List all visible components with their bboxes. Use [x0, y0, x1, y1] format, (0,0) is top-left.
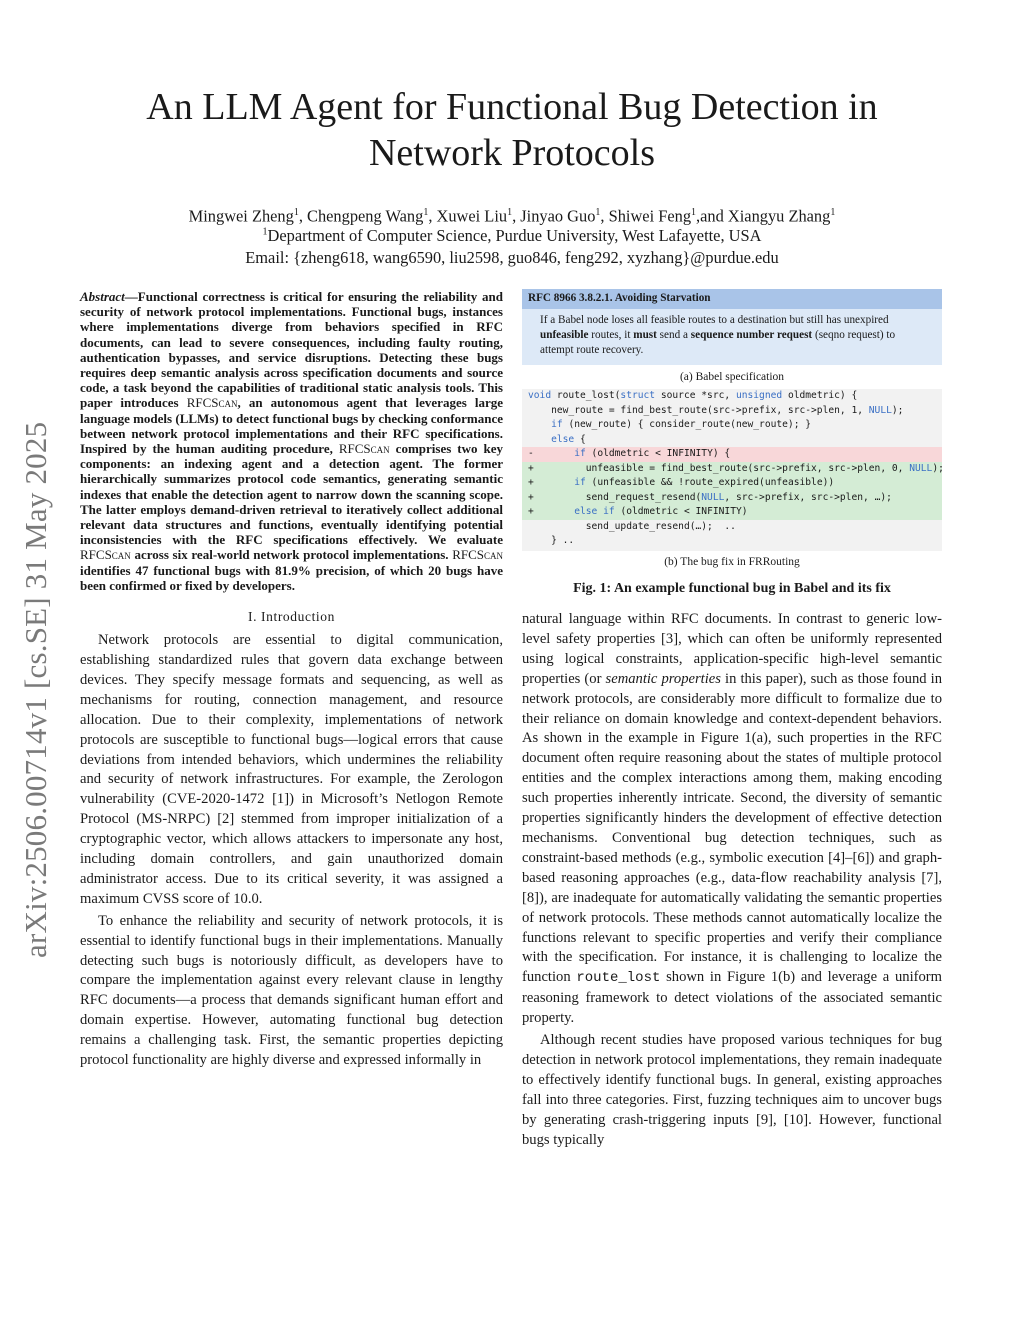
tool-name: RFCScan	[338, 441, 390, 457]
right-column	[522, 610, 942, 1150]
abstract-label: Abstract	[80, 289, 125, 304]
code-line: void route_lost(struct source *src, unsigned oldmetric) {	[528, 390, 858, 401]
right-paragraph-1	[522, 610, 942, 1029]
author-name: Jinyao Guo	[520, 206, 596, 226]
intro-paragraph-2: To enhance the reliability and security of network protocols, it is essential to identify functional bugs in their implementations. Manually detecting such bugs is notoriously difficult, as developers have to compare the implementation against every relevant clause in lengthy RFC documents—a process that demands significant human effort and domain expertise. However, automating functional bug detection remains a challenging task. First, the semantic properties depicting protocol functionality are highly diverse and expressed informally in	[80, 912, 503, 1069]
intro-paragraph-1: Network protocols are essential to digital communication, establishing standardized rules that govern data exchange between devices. They specify message formats and sequencing, as well as mechanisms for routing, connection management, and resource allocation. Due to their complexity, implementations of network protocols are susceptible to functional bugs—logical errors that cause deviations from intended behaviors, which undermines the reliability and security of network infrastructures. For example, the Zerologon vulnerability (CVE-2020-1472 [1]) in Microsoft’s Netlogon Remote Protocol (MS-NRPC) [2] stemmed from improper initialization of a cryptographic vector, which allows attackers to impersonate any host, including domain controllers, and gain unauthorized domain administrator access. Due to its critical severity, it was assigned a maximum CVSS score of 10.0.	[80, 632, 503, 907]
author-affiliation-sup: 1	[423, 207, 429, 218]
code-line: } ..	[528, 535, 575, 546]
text-run: in this paper), such as those found in network protocols, are considerably more difficult to formalize due to their reliance on domain knowledge and context-dependent behaviors. As shown in the example in Figure 1(a), such properties in the RFC document often require reasoning about the states of multiple protocol entities and the complex interactions among them, making encoding such properties inherently intricate. Second, the diversity of semantic properties significantly hinders the development of effective detection mechanisms. Conventional bug detection techniques, such as constraint-based methods (e.g., symbolic execution [4]–[6]) and graph-based reasoning approaches (e.g., data-flow reachability analysis [7], [8]), are inadequate for automatically validating the semantic properties of network protocols. These methods cannot automatically localize the functions relevant to specific properties and verify their compliance with the specification. For instance, it is challenging to localize the function	[522, 670, 942, 986]
author-name: Xiangyu Zhang	[727, 206, 831, 226]
rfc-spec-box	[522, 289, 942, 365]
author-affiliation-sup: 1	[691, 207, 697, 218]
left-column	[80, 289, 503, 1071]
arxiv-stamp: arXiv:2506.00714v1 [cs.SE] 31 May 2025	[18, 421, 53, 958]
rfc-bold-term: sequence number request	[690, 329, 813, 341]
affiliation	[60, 226, 964, 246]
affiliation-text: Department of Computer Science, Purdue University, West Lafayette, USA	[267, 226, 762, 245]
subcaption-b: (b) The bug fix in FRRouting	[664, 556, 800, 568]
author-name: Shiwei Feng	[608, 206, 692, 226]
text-run: natural language within RFC documents. In contrast to generic low-level safety properties [3], which can often be uniformly represented using logical constraints, application-specific high-level semantic properties (or	[522, 611, 942, 687]
code-line: else {	[551, 433, 586, 445]
title-line-2: Network Protocols	[368, 132, 656, 174]
code-line-added: + else if (oldmetric < INFINITY)	[522, 505, 942, 520]
author-name: Xuwei Liu	[436, 206, 508, 226]
abstract-part-4: across six real-world network protocol implementations.	[130, 547, 453, 563]
rfc-spec-header: RFC 8966 3.8.2.1. Avoiding Starvation	[522, 289, 942, 309]
author-affiliation-sup: 1	[507, 207, 513, 218]
subcaption-a: (a) Babel specification	[679, 371, 785, 383]
code-line-added: + send_request_resend(NULL, src->prefix, src->plen, …);	[522, 491, 942, 506]
code-line-added: + if (unfeasible && !route_expired(unfeasible))	[522, 476, 942, 491]
title-line-1: An LLM Agent for Functional Bug Detection in	[146, 86, 878, 128]
author-affiliation-sup: 1	[595, 207, 601, 218]
abstract-part-3: comprises two key components: an indexing agent and a detection agent. The former hierarchically summarizes protocol code semantics, generating semantic indexes that enable the detection agent to narrow down the scanning scope. The latter employs demand-driven retrieval to iteratively collect additional relevant data structures and functions, eventually identifying potential inconsistencies with the RFC specifications effectively. We evaluate	[80, 441, 503, 548]
tool-name: RFCScan	[186, 395, 238, 411]
abstract-part-5: identifies 47 functional bugs with 81.9% precision, of which 20 bugs have been confirmed or fixed by developers.	[80, 562, 503, 593]
inline-code: route_lost	[576, 970, 661, 987]
code-line: if (new_route) { consider_route(new_route); }	[551, 419, 812, 430]
author-list: Mingwei Zheng$^1$, Chengpeng Wang$^1$, Xuwei Liu$^1$, Jinyao Guo$^1$, Shiwei Feng$^1$,and Xiangyu Zhang$^1$	[188, 206, 836, 226]
abstract-part-2: , an autonomous agent that leverages large language models (LLMs) to detect functional bugs by checking conformance between network protocol implementations and their RFC specifications. Inspired by the human auditing procedure,	[80, 395, 504, 457]
abstract-part-1: —Functional correctness is critical for ensuring the reliability and security of network protocol implementations. Functional bugs, instances where implementations diverge from behaviors specified in RFC documents, can lead to severe consequences, including faulty routing, authentication bypasses, and service disruptions. Detecting these bugs requires deep semantic analysis across specification documents and source code, a task beyond the capabilities of traditional static analysis tools. This paper introduces	[80, 289, 503, 411]
rfc-text-run: send a	[656, 329, 691, 341]
rfc-text-run: If a Babel node loses all feasible routes to a destination but still has unexpired	[540, 314, 889, 326]
code-line-added: + unfeasible = find_best_route(src->prefix, src->plen, 0, NULL);	[522, 462, 942, 477]
author-name: Mingwei Zheng	[188, 206, 294, 226]
figure-caption: Fig. 1: An example functional bug in Babel and its fix	[573, 581, 891, 596]
code-line: new_route = find_best_route(src->prefix, src->plen, 1, NULL);	[528, 404, 904, 416]
emphasis-term: semantic properties	[605, 670, 721, 687]
text-run: shown in Figure 1(b) and leverage a uniform reasoning framework to detect violations of the associated semantic property.	[522, 969, 942, 1027]
abstract	[80, 289, 503, 593]
author-affiliation-sup: 1	[830, 207, 836, 218]
rfc-text-run: routes, it	[588, 329, 634, 341]
rfc-bold-term: unfeasible	[540, 329, 589, 341]
tool-name: RFCScan	[452, 547, 503, 563]
right-paragraph-2: Although recent studies have proposed various techniques for bug detection in network protocol implementations, they remain inadequate to effectively identify functional bugs. In general, existing approaches fall into three categories. First, fuzzing techniques aim to uncover bugs by generating crash-triggering inputs [9], [10]. However, functional bugs typically	[522, 1032, 942, 1148]
tool-name: RFCScan	[80, 547, 131, 563]
rfc-spec-text	[522, 309, 942, 362]
section-heading-introduction: I. Introduction	[248, 609, 335, 625]
author-name: Chengpeng Wang	[307, 206, 424, 226]
paper-title	[80, 84, 944, 176]
rfc-text-run: (seqno request) to attempt route recovery.	[540, 329, 896, 356]
code-line: send_update_resend(…); ..	[528, 520, 736, 532]
email-line: Email: {zheng618, wang6590, liu2598, guo846, feng292, xyzhang}@purdue.edu	[245, 248, 779, 267]
code-line-removed: - if (oldmetric < INFINITY) {	[522, 447, 942, 462]
rfc-bold-term: must	[633, 329, 657, 341]
code-diff-block	[522, 389, 942, 551]
author-affiliation-sup: 1	[293, 207, 299, 218]
affiliation-sup: 1	[262, 226, 268, 238]
